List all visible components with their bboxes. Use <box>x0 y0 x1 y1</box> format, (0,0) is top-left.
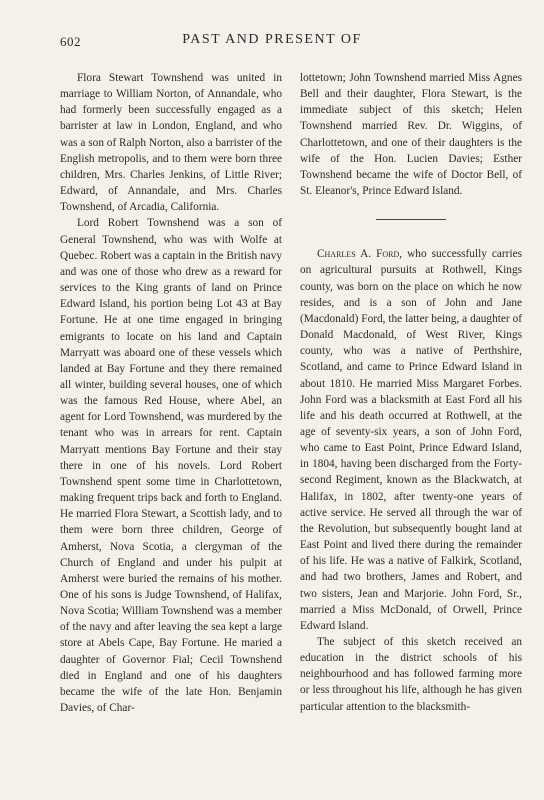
page-number: 602 <box>60 34 81 49</box>
left-column <box>60 70 282 716</box>
subject-name: Charles A. Ford, <box>317 248 403 261</box>
paragraph-education: The subject of this sketch received an education in the district schools of his neighbourhood and has followed farming more or less throughout his life, although he has given particular attention to the blacksmith- <box>300 636 522 713</box>
running-head: PAST AND PRESENT OF <box>182 32 362 47</box>
paragraph-flora-stewart: Flora Stewart Townshend was united in marriage to William Norton, of Annandale, who had formerly been successfully engaged as a barrister at law in London, England, and who was a son of Ralph Norton, also a barrister of the English metropolis, and to them were born three children, Mrs. Charles Jenkins, of Little River; Edward, of Annandale, and Mrs. Charles Townshend, of Arcadia, California. <box>60 72 282 214</box>
paragraph-continuation: lottetown; John Townshend married Miss Agnes Bell and their daughter, Flora Stewart, is the immediate subject of this sketch; Helen Townshend married Rev. Dr. Wiggins, of Charlottetown, and one of their daughters is the wife of the Hon. Lucien Davies; Esther Townshend became the wife of Doctor Bell, of St. Eleanor's, Prince Edward Island. <box>300 72 522 198</box>
paragraph-charles-ford-text: who successfully carries on agricultural pursuits at Rothwell, Kings county, was born on the place on which he now resides, and is a son of John and Jane (Macdonald) Ford, the latter being, a daughter of Donald Macdonald, of West River, Kings county, who was a native of Perthshire, Scotland, and came to Prince Edward Island in about 1810. He married Miss Margaret Forbes. John Ford was a blacksmith at East Ford all his life and his death occurred at Rothwell, at the age of seventy-six years, a son of John Ford, who came to East Point, Prince Edward Island, in 1804, having been discharged from the Forty-second Regiment, known as the Blackwatch, at Halifax, in 1802, after twenty-one years of active service. He served all through the war of the Revolution, but subsequently bought land at East Point and lived there during the remainder of his life. He was a native of Falkirk, Scotland, and had two brothers, James and Robert, and two sisters, Jean and Marjorie. John Ford, Sr., married a Miss McDonald, of Orwell, Prince Edward Island. <box>300 248 522 632</box>
paragraph-charles-ford <box>300 246 522 634</box>
section-divider <box>376 219 446 220</box>
paragraph-lord-robert: Lord Robert Townshend was a son of General Townshend, who was with Wolfe at Quebec. Robert was a captain in the British navy and was one of those who drew as a reward for services to the King grants of land on Prince Edward Island, his portion being Lot 43 at Bay Fortune. He at one time engaged in bringing emigrants to locate on his land and Captain Marryatt was aboard one of these vessels which landed at Bay Fortune and they there remained all winter, building several houses, one of which was the famous Red House, where Abel, an agent for Lord Townshend, was murdered by the tenant who was in arrears for rent. Captain Marryatt mentions Bay Fortune and their stay there in one of his novels. Lord Robert Townshend spent some time in Charlottetown, making frequent trips back and forth to England. He married Flora Stewart, a Scottish lady, and to them were born three children, George of Amherst, Nova Scotia, a clergyman of the Church of England and under his pulpit at Amherst were buried the remains of his mother. One of his sons is Judge Townshend, of Halifax, Nova Scotia; William Townshend was a member of the navy and after leaving the sea kept a large store at Abels Cape, Bay Fortune. He maried a daughter of Governor Fial; Cecil Townshend died in England and one of his daughters became the wife of the late Hon. Benjamin Davies, of Char- <box>60 217 282 715</box>
right-column <box>300 70 522 715</box>
